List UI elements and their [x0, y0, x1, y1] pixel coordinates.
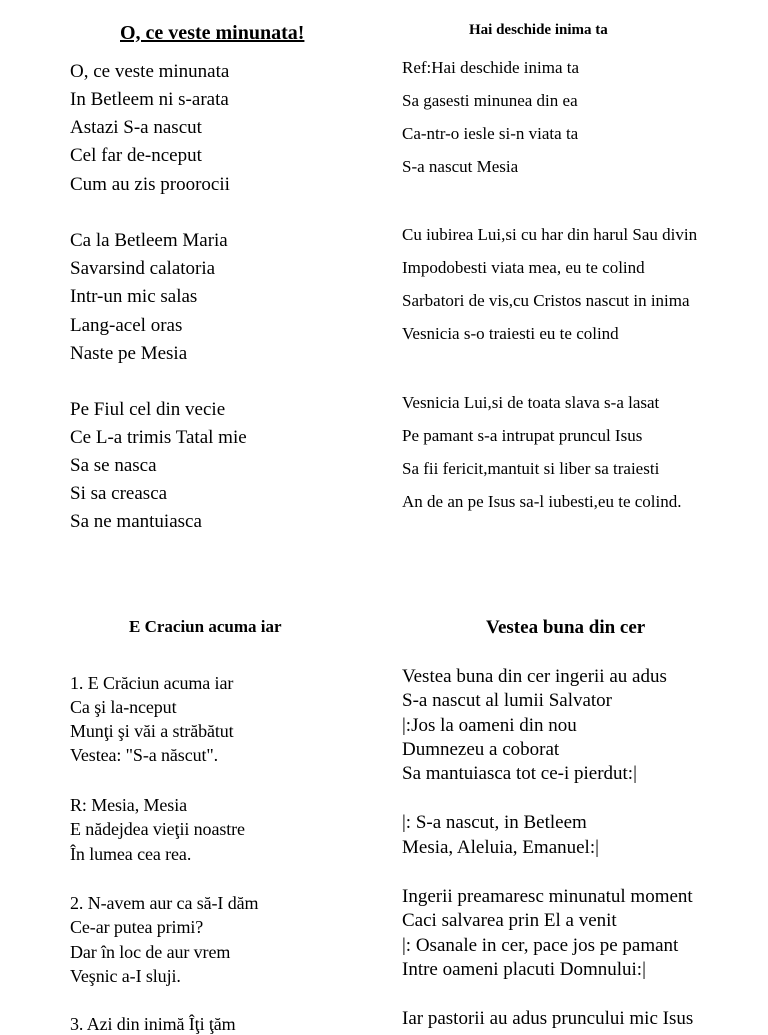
lyric-line: Munţi şi văi a străbătut [70, 721, 234, 741]
lyric-line: Caci salvarea prin El a venit [402, 910, 617, 931]
lyric-line: Vesnicia Lui,si de toata slava s-a lasat [402, 393, 660, 412]
lyric-line: S-a nascut al lumii Salvator [402, 690, 613, 711]
lyric-line: Cel far de-nceput [70, 145, 202, 166]
song-title: Hai deschide inima ta [469, 22, 608, 38]
lyric-line: Mesia, Aleluia, Emanuel:| [402, 837, 599, 858]
song-title: Vestea buna din cer [486, 617, 646, 638]
lyric-line: Sa gasesti minunea din ea [402, 91, 578, 110]
lyric-line: Impodobesti viata mea, eu te colind [402, 258, 645, 277]
lyric-line: Intr-un mic salas [70, 286, 198, 307]
lyric-line: Lang-acel oras [70, 315, 183, 336]
lyric-line: Sa mantuiasca tot ce-i pierdut:| [402, 763, 637, 784]
lyric-line: Vestea: "S-a născut". [70, 745, 219, 765]
lyric-line: |: S-a nascut, in Betleem [402, 812, 587, 833]
lyric-line: Sa ne mantuiasca [70, 511, 202, 532]
lyric-line: Vestea buna din cer ingerii au adus [402, 666, 667, 687]
lyric-line: Iar pastorii au adus pruncului mic Isus [402, 1008, 694, 1029]
lyric-line: Intre oameni placuti Domnului:| [402, 959, 646, 980]
lyric-line: Ingerii preamaresc minunatul moment [402, 886, 693, 907]
lyric-line: Ca la Betleem Maria [70, 230, 228, 251]
lyric-line: Dumnezeu a coborat [402, 739, 560, 760]
lyric-line: 1. E Crăciun acuma iar [70, 673, 234, 693]
lyric-line: Ref:Hai deschide inima ta [402, 58, 580, 77]
lyric-line: An de an pe Isus sa-l iubesti,eu te colind. [402, 492, 682, 511]
lyric-line: Sarbatori de vis,cu Cristos nascut in inima [402, 291, 690, 310]
lyric-line: Dar în loc de aur vrem [70, 942, 231, 962]
lyric-line: Ca-ntr-o iesle si-n viata ta [402, 124, 579, 143]
lyric-line: S-a nascut Mesia [402, 157, 519, 176]
lyric-line: Vesnicia s-o traiesti eu te colind [402, 324, 619, 343]
lyric-line: Ce-ar putea primi? [70, 917, 204, 937]
lyric-line: Astazi S-a nascut [70, 117, 202, 138]
lyric-line: 2. N-avem aur ca să-I dăm [70, 893, 259, 913]
lyric-line: Pe Fiul cel din vecie [70, 399, 226, 420]
lyric-line: 3. Azi din inimă Îţi ţăm [70, 1014, 236, 1034]
song-title: E Craciun acuma iar [129, 617, 282, 636]
lyric-line: Si sa creasca [70, 483, 168, 504]
lyric-line: Veşnic a-I sluji. [70, 966, 181, 986]
lyric-line: In Betleem ni s-arata [70, 89, 229, 110]
lyric-line: E nădejdea vieţii noastre [70, 819, 245, 839]
lyric-line: Cu iubirea Lui,si cu har din harul Sau divin [402, 225, 698, 244]
lyric-line: R: Mesia, Mesia [70, 795, 187, 815]
lyric-line: În lumea cea rea. [70, 844, 192, 864]
lyric-line: |:Jos la oameni din nou [402, 715, 577, 736]
lyric-line: Ce L-a trimis Tatal mie [70, 427, 247, 448]
lyric-line: Sa fii fericit,mantuit si liber sa traiesti [402, 459, 660, 478]
lyric-line: Savarsind calatoria [70, 258, 216, 279]
lyric-line: Cum au zis proorocii [70, 174, 230, 195]
song-title: O, ce veste minunata! [120, 22, 305, 44]
lyric-line: Pe pamant s-a intrupat pruncul Isus [402, 426, 643, 445]
lyric-line: Ca şi la-nceput [70, 697, 177, 717]
lyric-line: |: Osanale in cer, pace jos pe pamant [402, 935, 679, 956]
lyric-line: Sa se nasca [70, 455, 157, 476]
lyric-line: Naste pe Mesia [70, 343, 188, 364]
lyric-line: O, ce veste minunata [70, 61, 230, 82]
